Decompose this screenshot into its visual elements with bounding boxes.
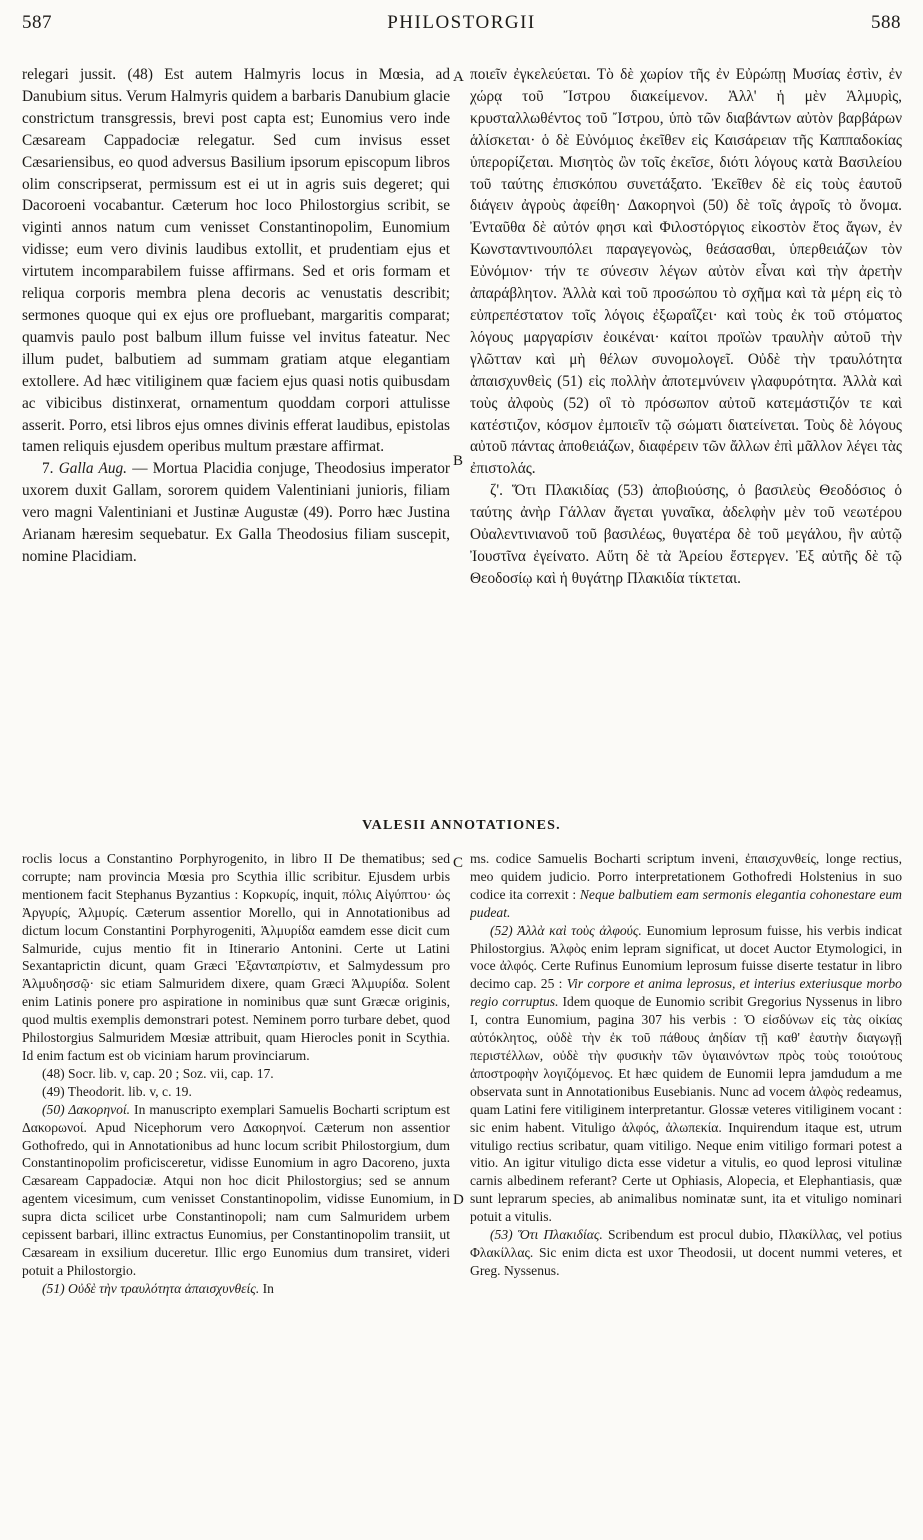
annotation-48: (48) Socr. lib. v, cap. 20 ; Soz. vii, cap. 17. (42, 1065, 274, 1081)
annotation-continuation: roclis locus a Constantino Porphyrogenito, in libro II De thematibus; sed corrupte; nam provincia Mœsia pro Scythia illic scribitur. Ejusdem urbis mentionem facit Stephanus Byzantius : Κορκυρίς, inquit, πόλις Αἰγύπτου· ὡς Ἀργυρίς, Ἁλμυρίς. Cæterum assentior Morello, qui in Annotationibus ad dictum locum Constantini Porphyrogeniti, Ἁλμυρίδα eamdem esse dicit cum Salmuride, cujus mentio fit in Itinerario Antonini. Certe ut Latini Sexantaprictin dicunt, quam Græci Ἑξανταπρίστιν, et Salmydessum pro Ἁλμυδησσῷ· sic etiam Salmuridem dixere, quam Græci Ἁλμυρίδα. Solent enim Latinis ponere pro aspiratione in nominibus quæ sunt Græcæ originis, quod multis exemplis demonstrari potest. Neminem porro turbare debet, quod Philostorgius Salmuridem Mœsiæ attribuit, quam Hierocles ponit in Scythia. Id enim factum est ob viciniam harum provinciarum. (22, 851, 450, 1063)
annotation-49: (49) Theodorit. lib. v, c. 19. (42, 1083, 192, 1099)
annotation-52-label: (52) Ἀλλὰ καὶ τοὺς ἀλφούς. (490, 922, 642, 938)
annotation-53-label: (53) Ὅτι Πλακιδίας. (490, 1227, 603, 1243)
annotation-51 (22, 1280, 450, 1298)
annotation-52-text-1: Eunomium leprosum fuisse, his verbis indicat Philostorgius. Ἀλφὸς enim lepram significat, ut docet Auctor Etymologici, in voce ἀλφός. Certe Rufinus Eunomium leprosum fuisse diserte testatur in libro decimo cap. 25 : (470, 922, 902, 992)
annotation-53-text: Scribendum est procul dubio, Πλακίλλας, vel potius Φλακίλλας. Sic enim dicta est uxor Theodosii, ut docent nummi veteres, et Greg. Nyssenus. (470, 1227, 902, 1278)
latin-paragraph-2-text: — Mortua Placidia conjuge, Theodosius imperator uxorem duxit Gallam, sororem quidem Valentiniani junioris, filiam vero magni Valentiniani et Justinæ Augustæ (49). Porro hæc Justina Arianam hæresim sequebatur. Ex Galla Theodosius filiam suscepit, nomine Placidiam. (22, 460, 450, 565)
latin-paragraph-1: relegari jussit. (48) Est autem Halmyris locus in Mœsia, ad Danubium situs. Verum Halmyris quidem a barbaris Danubium glacie constrictum transgressis, brevi post capta est; Eunomius vero inde Cæsaream Cappadociæ relegatur. Sed cum invisus esset Cæsariensibus, eo quod adversus Basilium ipsorum episcopum libros olim conscripserat, permissum est ei ut in agris suis degeret; qui Dacoroeni vocabantur. Cæterum hoc loco Philostorgius scribit, se viginti annos natum cum venisset Constantinopolim, Eunomium vidisse; eum vero divinis laudibus extollit, et prudentiam ejus et virtutem incomparabilem fuisse affirmans. Sed et oris formam et reliqua corporis membra plena decoris ac venustatis describit; sermones quoque qui ex ejus ore profluebant, margaritis comparat; quamvis paulo post balbum illum fuisse vel invitus fateatur. Nec illum pudet, balbutiem ad summam gratiam atque elegantiam extollere. Ad hæc vitiliginem quæ faciem ejus quasi notis quibusdam ac vibicibus distinxerat, ornamentum quoddam corpori attulisse asserit. Porro, etsi libros ejus omnes divinis efferat laudibus, epistolas tamen reliquis ejusdem operibus multum præstare affirmat. (22, 66, 450, 456)
annotation-52-text-2: Idem quoque de Eunomio scribit Gregorius Nyssenus in libro I, contra Eunomium, pagina 307 his verbis : Ὁ εἰσδύνων εἰς τὰς οἰκίας αὐτόκλητος, οὐδὲ τὴν ἐκ τοῦ πάθους ἀηδίαν τῇ καθ' ἑαυτὴν διαγωγῇ περιστέλλων, οὐδὲ τὴν φυσικὴν τῶν ὑγιαινόντων πρὸς τοὺς τοιούτους ἀποστροφὴν λογιζόμενος. Et hæc quidem de Eunomii lepra jamdudum a me observata sunt in Annotationibus Eusebianis. Nunc ad vocem ἀλφὸς redeamus, quam Latini fere vitiliginem interpretantur. Glossæ veteres vitiliginem vocant : sic enim habent. Vituligo ἀλφός, ἀλωπεκία. Inquirendum itaque est, utrum vituligo rectius scribatur, quam vitiligo. Neque enim vitiligo formari potest a vitio. An igitur vituligo dicta esse videtur a vitulis, eo quod leprosi vitulinæ carnis albedinem referant? Certe ut Ophiasis, Alopecia, et Elephantiasis, quæ sunt leprarum species, ab animalibus nominatæ sunt, ita et vituligo nominari potuit a vitulis. (470, 994, 902, 1225)
greek-paragraph-1: ποιεῖν ἐγκελεύεται. Τὸ δὲ χωρίον τῆς ἐν Εὐρώπῃ Μυσίας ἐστὶν, ἐν χώρᾳ τοῦ Ἴστρου διακείμενον. Ἀλλ' ἡ μὲν Ἁλμυρὶς, κρυσταλλωθέντος τοῦ Ἴστρου, ὑπὸ τῶν διαβάντων αὐτὸν βαρβάρων ἁλίσκεται· ὁ δὲ Εὐνόμιος ἐκεῖθεν εἰς Καισάρειαν τῆς Καππαδοκίας ὑπερορίζεται. Μισητὸς ὢν τοῖς ἐκεῖσε, διότι λόγους κατὰ Βασιλείου τοῦ ταύτης ἐπισκόπου συνετάξατο. Ἐκεῖθεν δὲ εἰς τοὺς ἑαυτοῦ διάγειν ἀγροὺς ἀφείθη· Δακορηνοὶ (50) δὲ τοῖς ἀγροῖς τὸ ὄνομα. Ἐνταῦθα δὲ αὐτόν φησι καὶ Φιλοστόργιος εἰκοστὸν ἔτος ἄγων, ἐν Κωνσταντινουπόλει παραγεγονὼς, θεάσασθαι, ὑπερθειάζων τὸν Εὐνόμιον· τήν τε σύνεσιν λέγων αὐτὸν εἶναι καὶ τὴν ἀρετὴν ἀπαράβλητον. Ἀλλὰ καὶ τοῦ προσώπου τὸ σχῆμα καὶ τὰ μέρη εἰς τὸ εὐπρεπέστατον τοῖς λόγοις ἐξωραΐζει· καὶ τοὺς ἐκ τοῦ στόματος λόγους μαργαρίσιν ἐοικέναι· καίτοι προϊὼν τραυλὴν αὐτοῦ τὴν γλῶτταν καὶ μὴ θέλων συνομολογεῖ. Οὐδὲ τὴν τραυλότητα ἀπαισχυνθεὶς (51) εἰς πολλὴν ἀποτεμνύνειν γλαφυρότητα. Ἀλλὰ καὶ τοὺς ἀλφοὺς (52) οἳ τὸ πρόσωπον αὐτοῦ κατεμάστιζόν τε καὶ κατέστιζον, κόσμον ἐμποιεῖν τῷ σώματι διατείνεται. Τοὺς δὲ λόγους αὐτοῦ πάντας ἀποθειάζων, διαφέρειν τῶν ἄλλων ἐπὶ μᾶλλον λέγει τὰς ἐπιστολάς. (470, 66, 902, 478)
margin-letter-d: D (453, 1192, 464, 1208)
page-number-right: 588 (871, 12, 901, 33)
margin-letter-b: B (453, 453, 464, 469)
latin-paragraph-2 (22, 458, 450, 568)
annotations-right-column (470, 850, 902, 1510)
annotation-51-start: In (262, 1280, 274, 1296)
running-header (22, 6, 901, 40)
greek-text-column (470, 64, 902, 774)
annotations-left-column (22, 850, 450, 1510)
annotation-53 (470, 1226, 902, 1280)
chapter-number: 7. (42, 460, 54, 478)
annotation-52-quote: Vir corpore et anima leprosus, et interius exteriusque morbo regio corruptus. (470, 976, 902, 1010)
annotation-50-label: (50) Δακορηνοί. (42, 1101, 131, 1117)
annotation-51-cont-text: ms. codice Samuelis Bocharti scriptum inveni, ἐπαισχυνθείς, longe rectius, meo quidem judicio. Porro interpretationem Gothofredi Holstenius in suo codice ita correxit : (470, 851, 902, 902)
annotations-heading: VALESII ANNOTATIONES. (362, 818, 561, 833)
running-title: PHILOSTORGII (387, 12, 536, 33)
annotation-51-translation: Neque balbutiem eam sermonis elegantia cohonestare eum pudeat. (470, 886, 902, 920)
margin-letter-c: C (453, 855, 464, 871)
annotation-52 (470, 922, 902, 1226)
chapter-title: Galla Aug. (58, 460, 128, 478)
greek-paragraph-2: ζ'. Ὅτι Πλακιδίας (53) ἀποβιούσης, ὁ βασιλεὺς Θεοδόσιος ὁ ταύτης ἀνὴρ Γάλλαν ἄγεται γυναῖκα, ἀδελφὴν μὲν τοῦ νεωτέρου Οὐαλεντινιανοῦ τοῦ βασιλέως, θυγατέρα δὲ τοῦ μεγάλου, ἣν αὐτῷ Ἰουστῖνα ἐγείνατο. Αὕτη δὲ τὰ Ἀρείου ἔστεργεν. Ἐξ αὐτῆς δὲ τῷ Θεοδοσίῳ καὶ ἡ θυγάτηρ Πλακιδία τίκτεται. (470, 482, 902, 587)
annotation-51-label: (51) Οὐδὲ τὴν τραυλότητα ἀπαισχυνθείς. (42, 1280, 260, 1296)
page-number-left: 587 (22, 12, 52, 33)
annotation-50-text: In manuscripto exemplari Samuelis Bocharti scriptum est Δακορωνοί. Apud Nicephorum vero Δακορηνοί. Cæterum non assentior Gothofredo, qui in Annotationibus ad hunc locum scribit Philostorgium, dum Constantinopolim proficisceretur, vidisse Eunomium in agro Dacoreno, juxta Cæsaream Cappadociæ. Atqui non hoc dicit Philostorgius; sed se annum agentem vicesimum, cum venisset Constantinopolim, vidisse Eunomium, in supra dicta scilicet urbe Constantinopoli; nam cum Salmuridem urbem cepissent barbari, illinc extractus Eunomius, per Constantinopolim transiit, ut Cæsaream in exsilium duceretur. Illic ergo Eunomius dum transiret, videri potuit a Philostorgio. (22, 1101, 450, 1278)
margin-letter-a: A (453, 69, 464, 85)
annotation-50 (22, 1101, 450, 1280)
latin-translation-column (22, 64, 450, 774)
annotation-51-continued (470, 850, 902, 922)
